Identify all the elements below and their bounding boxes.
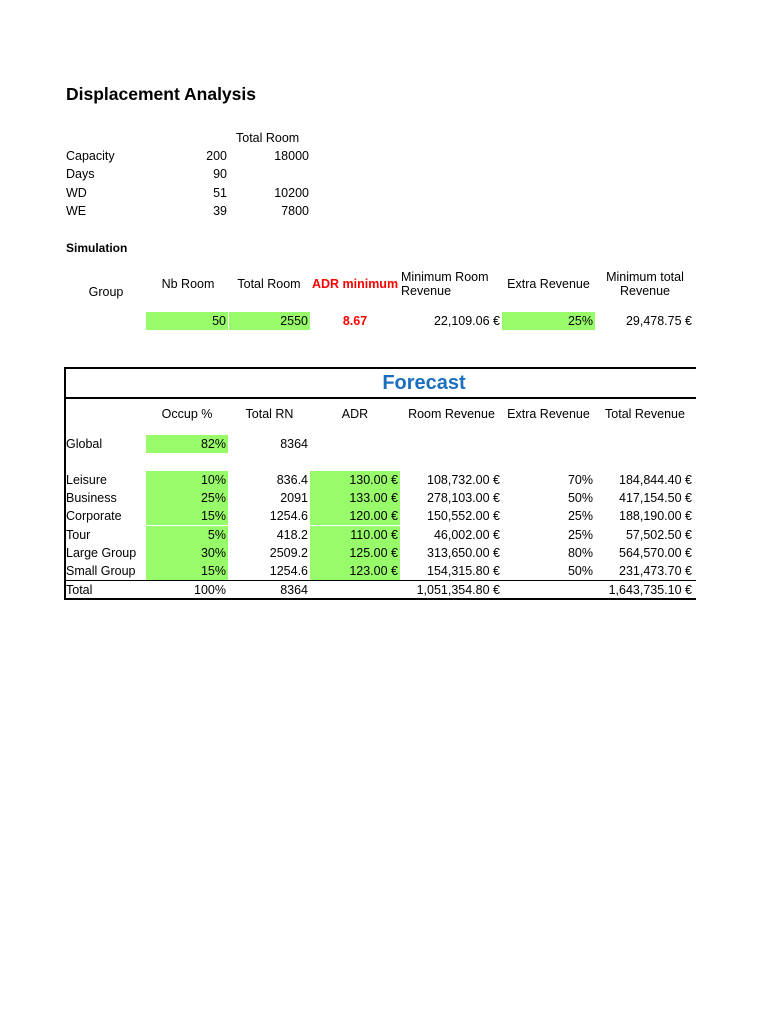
min-room-revenue-header-1: Minimum Room xyxy=(401,270,489,284)
total-revenue-value: 417,154.50 € xyxy=(619,491,692,505)
total-room-header: Total Room xyxy=(236,131,300,145)
adr-input[interactable]: 130.00 € xyxy=(310,471,400,489)
min-room-revenue-header-2: Revenue xyxy=(401,284,452,298)
min-total-revenue-header-2: Revenue xyxy=(619,284,671,298)
global-occup-input[interactable]: 82% xyxy=(146,435,228,453)
occup-input[interactable]: 30% xyxy=(146,544,228,562)
room-revenue-value: 313,650.00 € xyxy=(427,546,500,560)
simulation-heading: Simulation xyxy=(66,241,128,255)
total-rn-value: 2091 xyxy=(280,491,308,505)
total-revenue-value: 184,844.40 € xyxy=(619,473,692,487)
total-occup: 100% xyxy=(194,583,226,597)
segment-label: Leisure xyxy=(66,473,107,487)
extra-revenue-value: 80% xyxy=(567,546,593,560)
min-room-revenue-value: 22,109.06 € xyxy=(433,314,500,328)
extra-revenue-sim-header: Extra Revenue xyxy=(507,277,590,291)
group-header: Group xyxy=(88,285,124,299)
total-rn-sum: 8364 xyxy=(280,583,308,597)
wd-label: WD xyxy=(66,186,87,200)
total-rn-value: 836.4 xyxy=(276,473,308,487)
extra-revenue-header: Extra Revenue xyxy=(507,407,590,421)
adr-minimum-header: ADR minimum xyxy=(311,277,399,291)
occup-header: Occup % xyxy=(161,407,213,421)
total-revenue-sum: 1,643,735.10 € xyxy=(608,583,692,597)
extra-revenue-value: 50% xyxy=(567,491,593,505)
we-label: WE xyxy=(66,204,87,218)
total-revenue-header: Total Revenue xyxy=(605,407,685,421)
nb-room-header: Nb Room xyxy=(161,277,215,291)
adr-input[interactable]: 125.00 € xyxy=(310,544,400,562)
total-label: Total xyxy=(66,583,93,597)
occup-input[interactable]: 5% xyxy=(146,526,228,544)
segment-label: Tour xyxy=(66,528,91,542)
segment-label: Corporate xyxy=(66,509,122,523)
forecast-top-border xyxy=(64,367,696,369)
adr-input[interactable]: 120.00 € xyxy=(310,507,400,525)
we-value: 39 xyxy=(213,204,227,218)
total-revenue-value: 231,473.70 € xyxy=(619,564,692,578)
days-value: 90 xyxy=(213,167,227,181)
adr-input[interactable]: 133.00 € xyxy=(310,489,400,507)
nb-room-input[interactable]: 50 xyxy=(146,312,228,330)
occup-input[interactable]: 15% xyxy=(146,562,228,580)
we-total: 7800 xyxy=(281,204,309,218)
room-revenue-value: 46,002.00 € xyxy=(433,528,500,542)
extra-revenue-value: 70% xyxy=(567,473,593,487)
extra-revenue-value: 25% xyxy=(567,528,593,542)
capacity-total: 18000 xyxy=(274,149,309,163)
adr-input[interactable]: 123.00 € xyxy=(310,562,400,580)
occup-input[interactable]: 10% xyxy=(146,471,228,489)
global-label: Global xyxy=(66,437,103,451)
wd-total: 10200 xyxy=(274,186,309,200)
page-title: Displacement Analysis xyxy=(66,84,256,104)
global-total-rn: 8364 xyxy=(280,437,308,451)
room-revenue-value: 278,103.00 € xyxy=(427,491,500,505)
total-rn-value: 1254.6 xyxy=(269,564,308,578)
total-revenue-value: 564,570.00 € xyxy=(619,546,692,560)
forecast-title-divider xyxy=(64,397,696,399)
segment-label: Large Group xyxy=(66,546,137,560)
total-room-sim-value[interactable]: 2550 xyxy=(229,312,310,330)
total-rn-value: 1254.6 xyxy=(269,509,308,523)
min-total-revenue-header-1: Minimum total xyxy=(606,270,684,284)
capacity-label: Capacity xyxy=(66,149,115,163)
room-revenue-value: 154,315.80 € xyxy=(427,564,500,578)
capacity-value: 200 xyxy=(206,149,227,163)
total-revenue-value: 57,502.50 € xyxy=(625,528,692,542)
room-revenue-value: 150,552.00 € xyxy=(427,509,500,523)
extra-revenue-value: 25% xyxy=(567,509,593,523)
room-revenue-value: 108,732.00 € xyxy=(427,473,500,487)
room-revenue-header: Room Revenue xyxy=(408,407,495,421)
occup-input[interactable]: 25% xyxy=(146,489,228,507)
extra-revenue-input[interactable]: 25% xyxy=(502,312,595,330)
total-rn-header: Total RN xyxy=(245,407,294,421)
total-room-sim-header: Total Room xyxy=(237,277,301,291)
adr-header: ADR xyxy=(341,407,369,421)
forecast-title: Forecast xyxy=(382,372,466,394)
days-label: Days xyxy=(66,167,95,181)
occup-input[interactable]: 15% xyxy=(146,507,228,525)
segment-label: Business xyxy=(66,491,117,505)
total-revenue-value: 188,190.00 € xyxy=(619,509,692,523)
adr-minimum-value: 8.67 xyxy=(342,314,368,328)
total-room-revenue: 1,051,354.80 € xyxy=(416,583,500,597)
total-rn-value: 418.2 xyxy=(276,528,308,542)
segment-label: Small Group xyxy=(66,564,136,578)
wd-value: 51 xyxy=(213,186,227,200)
min-total-revenue-value: 29,478.75 € xyxy=(625,314,692,328)
total-rn-value: 2509.2 xyxy=(269,546,308,560)
adr-input[interactable]: 110.00 € xyxy=(310,526,400,544)
extra-revenue-value: 50% xyxy=(567,564,593,578)
